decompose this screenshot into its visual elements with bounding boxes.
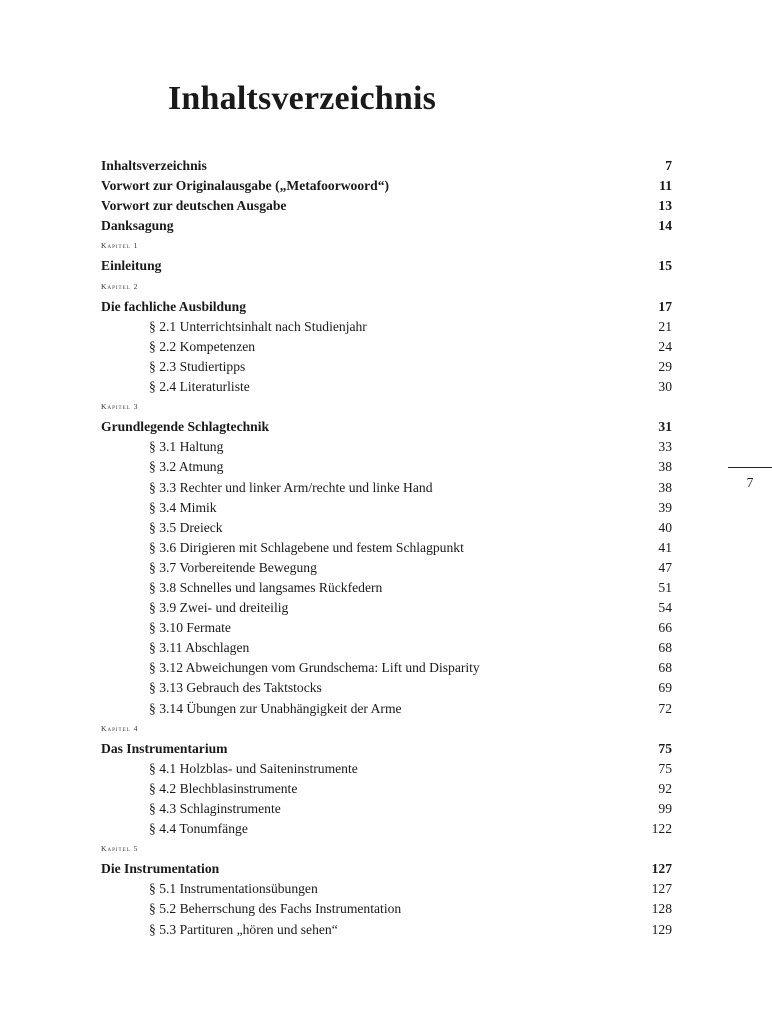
toc-entry-sub[interactable] <box>101 437 672 457</box>
entry-title: § 2.3 Studiertipps <box>149 358 246 374</box>
entry-page-number: 69 <box>658 680 672 696</box>
entry-page-number: 21 <box>658 318 672 334</box>
toc-entry-sub[interactable] <box>101 478 672 498</box>
toc-entry-main[interactable] <box>101 859 672 879</box>
entry-page-number: 29 <box>658 358 672 374</box>
chapter-label: Kapitel 3 <box>101 402 139 412</box>
entry-page-number: 75 <box>658 760 672 776</box>
entry-title: § 5.1 Instrumentationsübungen <box>149 881 318 897</box>
entry-page-number: 30 <box>658 379 672 395</box>
entry-page-number: 38 <box>658 479 672 495</box>
entry-page-number: 129 <box>651 921 672 937</box>
entry-page-number: 14 <box>658 218 672 234</box>
chapter-label: Kapitel 1 <box>101 241 139 251</box>
entry-title: § 3.11 Abschlagen <box>149 640 250 656</box>
entry-title: Grundlegende Schlagtechnik <box>101 419 270 435</box>
chapter-label: Kapitel 2 <box>101 281 139 291</box>
page-folio <box>728 467 772 492</box>
entry-page-number: 24 <box>658 338 672 354</box>
entry-page-number: 13 <box>658 198 672 214</box>
toc-entry-sub[interactable] <box>101 377 672 397</box>
entry-page-number: 127 <box>651 861 672 877</box>
toc-entry-main[interactable] <box>101 417 672 437</box>
page-number: 7 <box>746 475 754 490</box>
entry-title: § 5.3 Partituren „hören und sehen“ <box>149 921 338 937</box>
table-of-contents <box>101 156 672 940</box>
entry-page-number: 66 <box>658 620 672 636</box>
entry-page-number: 38 <box>658 459 672 475</box>
entry-title: § 3.3 Rechter und linker Arm/rechte und linke Hand <box>149 479 433 495</box>
entry-page-number: 68 <box>658 640 672 656</box>
toc-entry-sub[interactable] <box>101 799 672 819</box>
toc-entry-sub[interactable] <box>101 618 672 638</box>
entry-title: Vorwort zur deutschen Ausgabe <box>101 198 287 214</box>
entry-title: § 3.4 Mimik <box>149 499 217 515</box>
page-title: Inhaltsverzeichnis <box>168 80 437 117</box>
toc-entry-sub[interactable] <box>101 638 672 658</box>
chapter-marker <box>101 277 672 297</box>
toc-entry-main[interactable] <box>101 297 672 317</box>
entry-title: § 3.2 Atmung <box>149 459 224 475</box>
toc-entry-sub[interactable] <box>101 317 672 337</box>
toc-entry-sub[interactable] <box>101 658 672 678</box>
entry-title: § 3.12 Abweichungen vom Grundschema: Lift und Disparity <box>149 660 480 676</box>
entry-page-number: 128 <box>651 901 672 917</box>
entry-title: Einleitung <box>101 258 162 274</box>
toc-entry-main[interactable] <box>101 156 672 176</box>
entry-page-number: 31 <box>658 419 672 435</box>
toc-entry-sub[interactable] <box>101 759 672 779</box>
entry-page-number: 54 <box>658 600 672 616</box>
toc-entry-sub[interactable] <box>101 920 672 940</box>
entry-title: § 5.2 Beherrschung des Fachs Instrumentation <box>149 901 402 917</box>
toc-entry-main[interactable] <box>101 216 672 236</box>
folio-rule <box>728 467 772 468</box>
entry-title: § 3.6 Dirigieren mit Schlagebene und festem Schlagpunkt <box>149 539 464 555</box>
entry-page-number: 68 <box>658 660 672 676</box>
entry-page-number: 15 <box>658 258 672 274</box>
entry-title: § 2.1 Unterrichtsinhalt nach Studienjahr <box>149 318 367 334</box>
entry-page-number: 7 <box>665 158 672 173</box>
entry-page-number: 75 <box>658 740 672 756</box>
toc-entry-main[interactable] <box>101 176 672 196</box>
toc-entry-sub[interactable] <box>101 457 672 477</box>
entry-title: Inhaltsverzeichnis <box>101 158 207 173</box>
toc-entry-sub[interactable] <box>101 678 672 698</box>
chapter-marker <box>101 236 672 256</box>
entry-page-number: 99 <box>658 801 672 816</box>
entry-title: Vorwort zur Originalausgabe („Metafoorwoord“) <box>101 178 390 194</box>
chapter-marker <box>101 397 672 417</box>
entry-page-number: 51 <box>658 579 672 595</box>
entry-page-number: 33 <box>658 439 672 455</box>
entry-title: § 4.3 Schlaginstrumente <box>149 801 281 816</box>
entry-page-number: 72 <box>658 700 672 716</box>
entry-title: § 3.9 Zwei- und dreiteilig <box>149 600 289 616</box>
entry-title: § 2.4 Literaturliste <box>149 379 250 395</box>
toc-entry-sub[interactable] <box>101 598 672 618</box>
chapter-label: Kapitel 4 <box>101 723 139 733</box>
chapter-marker <box>101 719 672 739</box>
toc-entry-sub[interactable] <box>101 357 672 377</box>
toc-entry-sub[interactable] <box>101 337 672 357</box>
entry-title: § 3.7 Vorbereitende Bewegung <box>149 559 317 575</box>
toc-entry-sub[interactable] <box>101 518 672 538</box>
entry-page-number: 40 <box>658 519 672 535</box>
entry-title: Danksagung <box>101 218 174 234</box>
toc-entry-sub[interactable] <box>101 879 672 899</box>
toc-entry-sub[interactable] <box>101 538 672 558</box>
entry-title: § 3.8 Schnelles und langsames Rückfedern <box>149 579 383 595</box>
entry-title: Das Instrumentarium <box>101 740 228 756</box>
entry-title: § 3.5 Dreieck <box>149 519 223 535</box>
entry-page-number: 17 <box>658 298 672 314</box>
entry-title: § 4.1 Holzblas- und Saiteninstrumente <box>149 760 358 776</box>
entry-title: § 3.1 Haltung <box>149 439 224 455</box>
entry-title: § 3.14 Übungen zur Unabhängigkeit der Arme <box>149 700 402 716</box>
entry-title: Die Instrumentation <box>101 861 220 877</box>
toc-entry-main[interactable] <box>101 196 672 216</box>
entry-page-number: 39 <box>658 499 672 515</box>
entry-page-number: 11 <box>659 178 672 194</box>
chapter-marker <box>101 839 672 859</box>
entry-page-number: 122 <box>651 821 672 837</box>
toc-entry-sub[interactable] <box>101 819 672 839</box>
entry-title: § 2.2 Kompetenzen <box>149 338 256 354</box>
toc-entry-sub[interactable] <box>101 498 672 518</box>
toc-entry-sub[interactable] <box>101 699 672 719</box>
entry-page-number: 41 <box>658 539 672 555</box>
entry-title: § 4.4 Tonumfänge <box>149 821 248 837</box>
entry-title: § 3.10 Fermate <box>149 620 231 636</box>
toc-entry-sub[interactable] <box>101 578 672 598</box>
entry-title: § 3.13 Gebrauch des Taktstocks <box>149 680 322 696</box>
entry-page-number: 127 <box>651 881 672 897</box>
toc-entry-main[interactable] <box>101 739 672 759</box>
entry-title: Die fachliche Ausbildung <box>101 298 247 314</box>
toc-entry-sub[interactable] <box>101 558 672 578</box>
toc-entry-sub[interactable] <box>101 899 672 919</box>
chapter-label: Kapitel 5 <box>101 844 139 854</box>
entry-page-number: 47 <box>658 559 672 575</box>
toc-entry-main[interactable] <box>101 256 672 276</box>
entry-page-number: 92 <box>658 780 672 796</box>
entry-title: § 4.2 Blechblasinstrumente <box>149 780 298 796</box>
toc-entry-sub[interactable] <box>101 779 672 799</box>
